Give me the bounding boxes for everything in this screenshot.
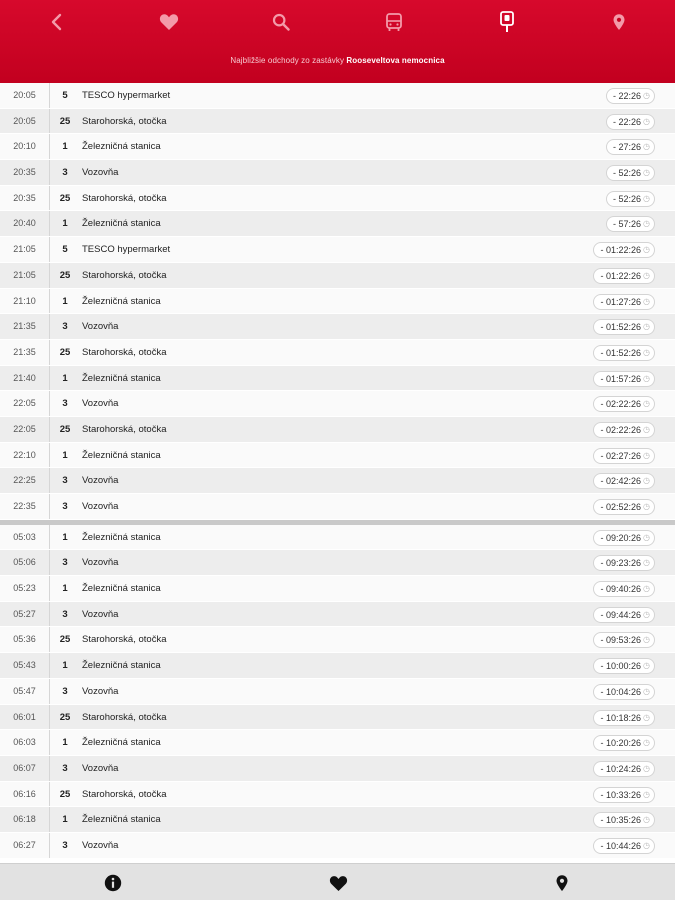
heart-icon bbox=[159, 13, 179, 31]
clock-icon: ◷ bbox=[643, 584, 650, 594]
search-icon bbox=[272, 13, 290, 31]
destination: Vozovňa bbox=[82, 839, 119, 851]
departure-time: 20:35 bbox=[0, 160, 50, 185]
map-button[interactable] bbox=[602, 8, 636, 36]
departure-row[interactable] bbox=[0, 602, 675, 628]
clock-icon: ◷ bbox=[643, 399, 650, 409]
search-button[interactable] bbox=[264, 8, 298, 36]
back-button[interactable] bbox=[40, 8, 74, 36]
clock-icon: ◷ bbox=[643, 168, 650, 178]
departure-time: 06:27 bbox=[0, 833, 50, 858]
countdown-badge bbox=[593, 448, 655, 464]
bus-icon bbox=[385, 12, 403, 32]
departure-row[interactable] bbox=[0, 756, 675, 782]
clock-icon: ◷ bbox=[643, 763, 650, 773]
countdown-badge bbox=[593, 684, 655, 700]
countdown-text: - 02:42:26 bbox=[600, 476, 642, 487]
line-number: 1 bbox=[62, 141, 68, 153]
departure-row[interactable] bbox=[0, 550, 675, 576]
countdown-text: - 02:52:26 bbox=[600, 502, 642, 512]
clock-icon: ◷ bbox=[643, 738, 650, 748]
line-number: 3 bbox=[62, 762, 68, 774]
departure-row[interactable] bbox=[0, 627, 675, 653]
departure-row[interactable] bbox=[0, 833, 675, 859]
departure-row[interactable] bbox=[0, 525, 675, 551]
destination: Vozovňa bbox=[82, 685, 119, 697]
departure-time: 05:03 bbox=[0, 525, 50, 550]
line-number: 3 bbox=[62, 167, 68, 179]
countdown-badge bbox=[593, 632, 655, 648]
heart-icon bbox=[329, 875, 348, 892]
departure-row[interactable] bbox=[0, 653, 675, 679]
countdown-text: - 09:20:26 bbox=[600, 532, 642, 543]
departures-evening-group bbox=[0, 83, 675, 520]
departure-row[interactable] bbox=[0, 782, 675, 808]
destination: Vozovňa bbox=[82, 501, 119, 512]
countdown-text: - 01:27:26 bbox=[600, 296, 642, 307]
destination: Vozovňa bbox=[82, 608, 119, 620]
departure-time: 06:01 bbox=[0, 705, 50, 730]
clock-icon: ◷ bbox=[643, 609, 650, 619]
clock-icon: ◷ bbox=[643, 296, 650, 306]
countdown-text: - 10:00:26 bbox=[600, 661, 642, 672]
countdown-badge bbox=[593, 735, 655, 751]
departure-time: 05:27 bbox=[0, 602, 50, 627]
countdown-badge bbox=[593, 838, 655, 854]
line-number: 1 bbox=[62, 737, 68, 749]
clock-icon: ◷ bbox=[643, 686, 650, 696]
departure-time: 20:05 bbox=[0, 109, 50, 134]
clock-icon: ◷ bbox=[643, 502, 650, 511]
clock-icon: ◷ bbox=[643, 815, 650, 825]
countdown-text: - 10:24:26 bbox=[600, 763, 642, 774]
departure-time: 21:40 bbox=[0, 366, 50, 391]
departure-time: 05:23 bbox=[0, 576, 50, 601]
line-number: 5 bbox=[62, 244, 68, 256]
line-number: 1 bbox=[62, 295, 68, 307]
countdown-badge bbox=[593, 530, 655, 546]
departure-row[interactable] bbox=[0, 237, 675, 263]
countdown-text: - 57:26 bbox=[612, 219, 642, 230]
countdown-text: - 09:40:26 bbox=[600, 584, 642, 595]
departure-row[interactable] bbox=[0, 705, 675, 731]
countdown-badge bbox=[593, 268, 655, 284]
departure-time: 22:35 bbox=[0, 494, 50, 519]
departure-row[interactable] bbox=[0, 417, 675, 443]
countdown-text: - 01:22:26 bbox=[600, 245, 642, 256]
clock-icon: ◷ bbox=[643, 347, 650, 357]
destination: Starohorská, otočka bbox=[82, 423, 167, 435]
countdown-badge bbox=[593, 242, 655, 258]
countdown-badge bbox=[593, 761, 655, 777]
destination: Vozovňa bbox=[82, 557, 119, 569]
destination: Vozovňa bbox=[82, 475, 119, 487]
line-number: 25 bbox=[59, 788, 71, 800]
countdown-badge bbox=[606, 114, 655, 130]
departure-time: 22:05 bbox=[0, 391, 50, 416]
countdown-text: - 10:33:26 bbox=[600, 789, 642, 800]
departure-row[interactable] bbox=[0, 160, 675, 186]
clock-icon: ◷ bbox=[643, 532, 650, 542]
clock-icon: ◷ bbox=[643, 219, 650, 229]
clock-icon: ◷ bbox=[643, 476, 650, 486]
stop-subtitle bbox=[0, 56, 675, 65]
line-number: 1 bbox=[62, 218, 68, 230]
departure-row[interactable] bbox=[0, 289, 675, 315]
departure-row[interactable] bbox=[0, 263, 675, 289]
top-nav bbox=[0, 0, 675, 44]
countdown-badge bbox=[593, 555, 655, 571]
departure-time: 22:10 bbox=[0, 443, 50, 468]
countdown-badge bbox=[593, 710, 655, 726]
clock-icon: ◷ bbox=[643, 373, 650, 383]
countdown-text: - 10:04:26 bbox=[600, 686, 642, 697]
departure-time: 05:36 bbox=[0, 627, 50, 652]
line-number: 3 bbox=[62, 475, 68, 487]
departure-row[interactable] bbox=[0, 134, 675, 160]
favorites-button[interactable] bbox=[152, 8, 186, 36]
countdown-badge bbox=[593, 658, 655, 674]
destination: Vozovňa bbox=[82, 167, 119, 179]
departure-row[interactable] bbox=[0, 679, 675, 705]
countdown-text: - 22:26 bbox=[612, 116, 642, 127]
destination: Starohorská, otočka bbox=[82, 788, 167, 800]
countdown-text: - 27:26 bbox=[612, 142, 642, 153]
clock-icon: ◷ bbox=[643, 322, 650, 332]
countdown-text: - 22:26 bbox=[612, 91, 642, 101]
stop-name: Rooseveltova nemocnica bbox=[346, 56, 445, 65]
departure-time: 20:05 bbox=[0, 83, 50, 108]
departure-row[interactable] bbox=[0, 576, 675, 602]
departure-row[interactable] bbox=[0, 391, 675, 417]
clock-icon: ◷ bbox=[643, 193, 650, 203]
departure-time: 05:47 bbox=[0, 679, 50, 704]
clock-icon: ◷ bbox=[643, 424, 650, 434]
bottom-toolbar bbox=[0, 863, 675, 900]
departure-row[interactable] bbox=[0, 494, 675, 520]
destination: Starohorská, otočka bbox=[82, 269, 167, 281]
location-pin-icon bbox=[612, 13, 626, 31]
countdown-badge bbox=[593, 499, 655, 515]
departure-time: 20:40 bbox=[0, 211, 50, 236]
clock-icon: ◷ bbox=[643, 245, 650, 255]
departure-time: 21:05 bbox=[0, 263, 50, 288]
destination: Starohorská, otočka bbox=[82, 346, 167, 358]
departure-row[interactable] bbox=[0, 109, 675, 135]
countdown-text: - 01:52:26 bbox=[600, 322, 642, 333]
clock-icon: ◷ bbox=[643, 635, 650, 645]
line-number: 1 bbox=[62, 660, 68, 672]
line-number: 25 bbox=[59, 423, 71, 435]
clock-icon: ◷ bbox=[643, 270, 650, 280]
countdown-text: - 09:44:26 bbox=[600, 609, 642, 620]
clock-icon: ◷ bbox=[643, 712, 650, 722]
clock-icon: ◷ bbox=[643, 789, 650, 799]
departure-time: 06:16 bbox=[0, 782, 50, 807]
line-number: 25 bbox=[59, 346, 71, 358]
line-number: 25 bbox=[59, 711, 71, 723]
departure-time: 21:05 bbox=[0, 237, 50, 262]
countdown-badge bbox=[593, 319, 655, 335]
clock-icon: ◷ bbox=[643, 840, 650, 850]
countdown-badge bbox=[593, 473, 655, 489]
destination: Železničná stanica bbox=[82, 449, 161, 461]
destination: Železničná stanica bbox=[82, 372, 161, 384]
countdown-badge bbox=[606, 191, 655, 207]
countdown-text: - 09:23:26 bbox=[600, 558, 642, 569]
destination: Starohorská, otočka bbox=[82, 192, 167, 204]
destination: Starohorská, otočka bbox=[82, 634, 167, 646]
lines-button[interactable] bbox=[377, 8, 411, 36]
departure-time: 20:35 bbox=[0, 186, 50, 211]
countdown-badge bbox=[606, 139, 655, 155]
countdown-badge bbox=[593, 371, 655, 387]
countdown-text: - 10:20:26 bbox=[600, 738, 642, 749]
countdown-badge bbox=[593, 581, 655, 597]
countdown-text: - 02:22:26 bbox=[600, 424, 642, 435]
countdown-badge bbox=[606, 165, 655, 181]
departure-row[interactable] bbox=[0, 443, 675, 469]
departure-time: 21:35 bbox=[0, 340, 50, 365]
departure-time: 05:43 bbox=[0, 653, 50, 678]
departure-row[interactable] bbox=[0, 366, 675, 392]
departure-time: 06:07 bbox=[0, 756, 50, 781]
countdown-text: - 09:53:26 bbox=[600, 635, 642, 646]
line-number: 1 bbox=[62, 814, 68, 826]
destination: Vozovňa bbox=[82, 762, 119, 774]
info-icon bbox=[104, 874, 122, 892]
countdown-badge bbox=[593, 422, 655, 438]
destination: Železničná stanica bbox=[82, 531, 161, 543]
departures-morning-group bbox=[0, 525, 675, 859]
departure-time: 22:25 bbox=[0, 468, 50, 493]
line-number: 25 bbox=[59, 269, 71, 281]
countdown-text: - 52:26 bbox=[612, 193, 642, 204]
departure-time: 22:05 bbox=[0, 417, 50, 442]
countdown-badge bbox=[593, 345, 655, 361]
destination: Vozovňa bbox=[82, 398, 119, 410]
line-number: 1 bbox=[62, 449, 68, 461]
departure-row[interactable] bbox=[0, 211, 675, 237]
countdown-text: - 52:26 bbox=[612, 168, 642, 179]
countdown-text: - 01:22:26 bbox=[600, 270, 642, 281]
countdown-badge bbox=[606, 216, 655, 232]
destination: Železničná stanica bbox=[82, 583, 161, 595]
line-number: 1 bbox=[62, 583, 68, 595]
departure-time: 05:06 bbox=[0, 550, 50, 575]
destination: Železničná stanica bbox=[82, 660, 161, 672]
departure-time: 06:18 bbox=[0, 807, 50, 832]
line-number: 3 bbox=[62, 398, 68, 410]
info-button[interactable] bbox=[103, 873, 123, 893]
countdown-badge bbox=[593, 294, 655, 310]
countdown-badge bbox=[593, 812, 655, 828]
line-number: 25 bbox=[59, 634, 71, 646]
countdown-badge bbox=[593, 787, 655, 803]
app-header bbox=[0, 0, 675, 83]
countdown-badge bbox=[593, 396, 655, 412]
clock-icon: ◷ bbox=[643, 91, 650, 100]
clock-icon: ◷ bbox=[643, 661, 650, 671]
clock-icon: ◷ bbox=[643, 142, 650, 152]
stops-button[interactable] bbox=[490, 8, 524, 36]
destination: Starohorská, otočka bbox=[82, 115, 167, 127]
countdown-text: - 02:27:26 bbox=[600, 450, 642, 461]
departure-time: 21:35 bbox=[0, 314, 50, 339]
departure-row[interactable] bbox=[0, 83, 675, 109]
departure-row[interactable] bbox=[0, 468, 675, 494]
line-number: 3 bbox=[62, 557, 68, 569]
countdown-text: - 02:22:26 bbox=[600, 399, 642, 410]
countdown-text: - 10:44:26 bbox=[600, 840, 642, 851]
map-tab-button[interactable] bbox=[552, 873, 572, 893]
destination: Starohorská, otočka bbox=[82, 711, 167, 723]
departure-row[interactable] bbox=[0, 730, 675, 756]
line-number: 1 bbox=[62, 372, 68, 384]
countdown-text: - 01:52:26 bbox=[600, 347, 642, 358]
line-number: 1 bbox=[62, 531, 68, 543]
countdown-badge bbox=[606, 88, 655, 104]
countdown-badge bbox=[593, 607, 655, 623]
clock-icon: ◷ bbox=[643, 116, 650, 126]
line-number: 3 bbox=[62, 608, 68, 620]
subtitle-prefix: Najbližšie odchody zo zastávky bbox=[230, 56, 345, 65]
departure-time: 21:10 bbox=[0, 289, 50, 314]
back-icon bbox=[49, 13, 65, 31]
bus-stop-icon bbox=[499, 11, 515, 33]
departure-row[interactable] bbox=[0, 340, 675, 366]
line-number: 25 bbox=[59, 115, 71, 127]
location-pin-icon bbox=[555, 874, 569, 892]
countdown-text: - 10:35:26 bbox=[600, 815, 642, 826]
clock-icon: ◷ bbox=[643, 450, 650, 460]
line-number: 3 bbox=[62, 839, 68, 851]
destination: Železničná stanica bbox=[82, 295, 161, 307]
destination: Železničná stanica bbox=[82, 737, 161, 749]
line-number: 5 bbox=[62, 90, 68, 101]
line-number: 3 bbox=[62, 501, 68, 512]
destination: Železničná stanica bbox=[82, 141, 161, 153]
line-number: 3 bbox=[62, 321, 68, 333]
departures-list bbox=[0, 83, 675, 859]
countdown-text: - 10:18:26 bbox=[600, 712, 642, 723]
line-number: 3 bbox=[62, 685, 68, 697]
destination: TESCO hypermarket bbox=[82, 244, 171, 256]
departure-row[interactable] bbox=[0, 186, 675, 212]
destination: Železničná stanica bbox=[82, 218, 161, 230]
departure-time: 06:03 bbox=[0, 730, 50, 755]
departure-row[interactable] bbox=[0, 314, 675, 340]
countdown-text: - 01:57:26 bbox=[600, 373, 642, 384]
destination: Železničná stanica bbox=[82, 814, 161, 826]
clock-icon: ◷ bbox=[643, 558, 650, 568]
favorites-tab-button[interactable] bbox=[328, 873, 348, 893]
departure-row[interactable] bbox=[0, 807, 675, 833]
destination: TESCO hypermarket bbox=[82, 90, 171, 101]
destination: Vozovňa bbox=[82, 321, 119, 333]
departure-time: 20:10 bbox=[0, 134, 50, 159]
line-number: 25 bbox=[59, 192, 71, 204]
